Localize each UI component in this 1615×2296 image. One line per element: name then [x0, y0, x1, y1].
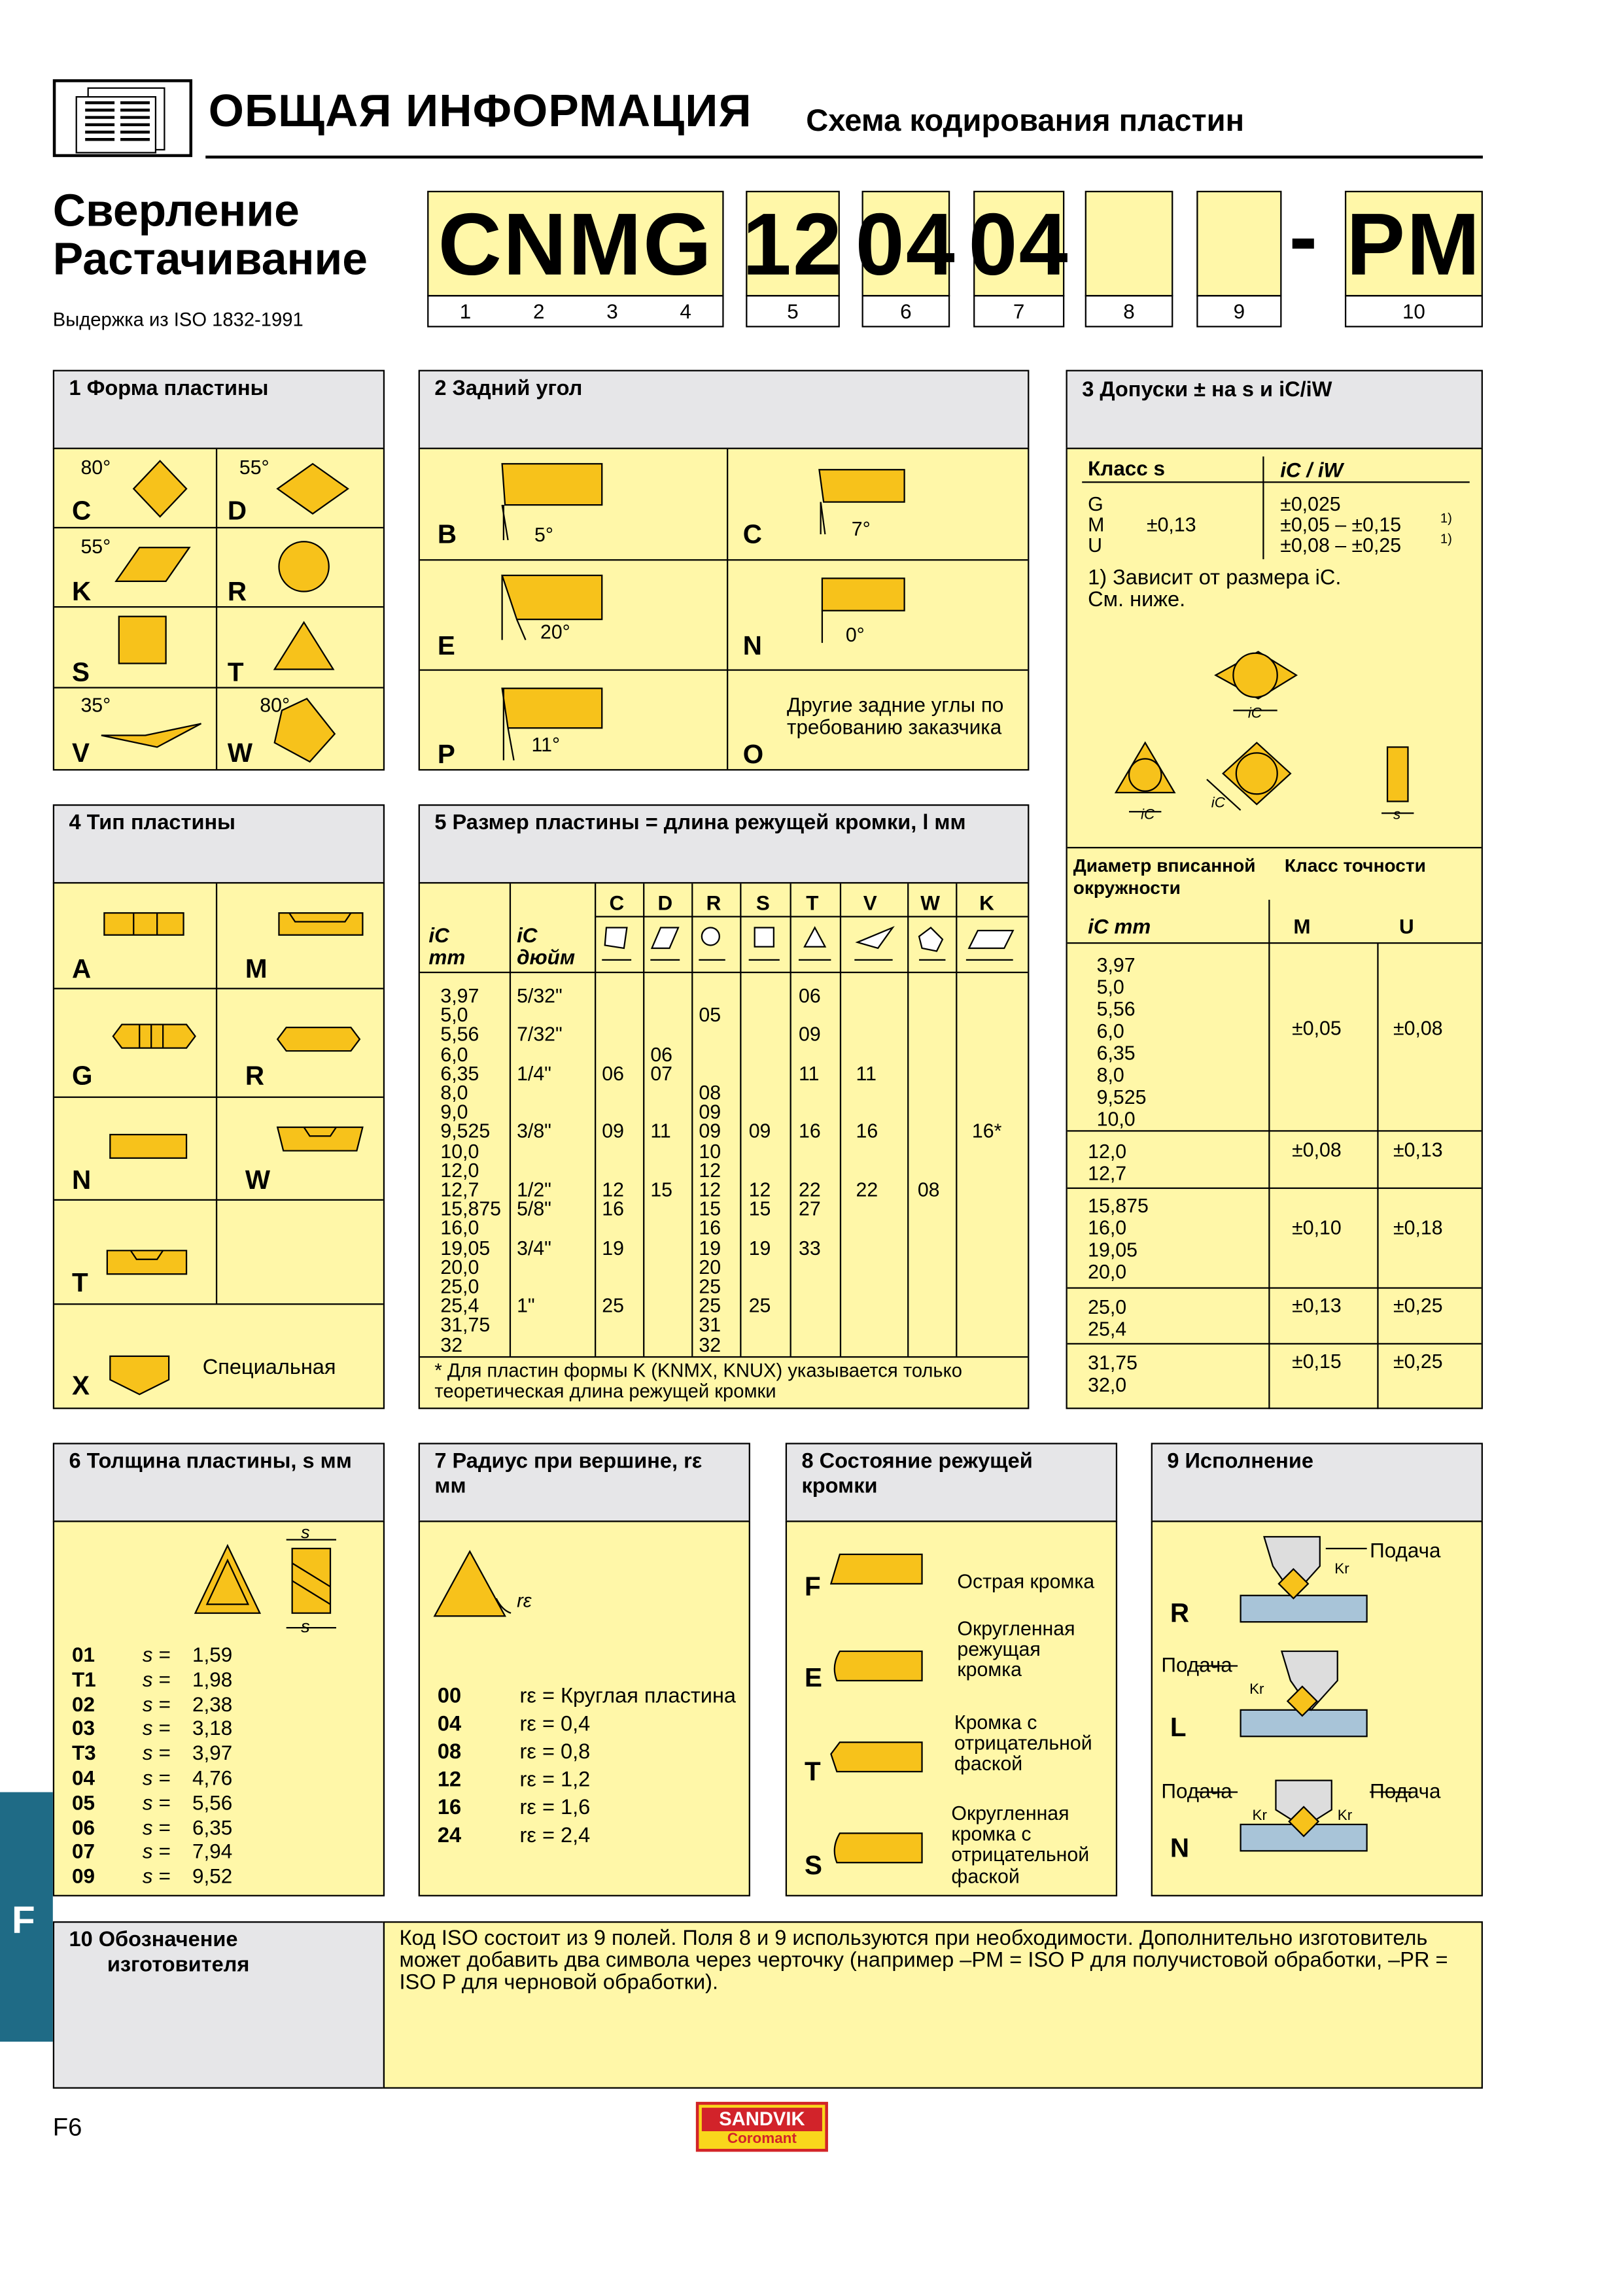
s4-letter: T [71, 1268, 88, 1298]
s3-sup: 1) [1440, 511, 1452, 526]
s8-label: Острая кромка [957, 1570, 1095, 1593]
s4-letter: A [71, 953, 92, 984]
type-t-icon [107, 1250, 186, 1274]
s2-letter: C [742, 519, 762, 549]
s6-vals: 1,59 1,98 2,38 3,18 3,97 4,76 5,56 6,35 7,94 9,52 [192, 1642, 233, 1888]
s8-label: Кромка с отрицательной фаской [954, 1711, 1092, 1775]
s8-label: Округленная режущая кромка [957, 1617, 1075, 1681]
title-line1: Сверление [52, 184, 300, 237]
code-num: 2 [532, 299, 545, 323]
iso-note: Выдержка из ISO 1832-1991 [52, 308, 304, 331]
code-num: 1 [459, 299, 472, 323]
size-d-icon [652, 928, 678, 948]
s2-angle: 7° [851, 518, 871, 540]
clearance-p-icon [502, 689, 602, 728]
s5-body [419, 882, 1030, 1409]
s3-tbl-m: M [1293, 914, 1311, 938]
s2-header: 2 Задний угол [419, 370, 1030, 449]
s9-feed: Подача [1161, 1653, 1232, 1677]
s1-angle: 35° [80, 694, 111, 717]
s9-letter: N [1170, 1833, 1190, 1863]
s1-body [53, 448, 385, 771]
s3-iciw-val: ±0,025 [1280, 493, 1341, 515]
s9-kr: Kr [1337, 1808, 1353, 1825]
s3-row-u: ±0,08 [1393, 1017, 1443, 1040]
size-v-icon [858, 928, 893, 948]
s6-s-label: s [301, 1522, 310, 1543]
clearance-e-icon [502, 575, 602, 619]
s9-body [1151, 1520, 1483, 1896]
s3-row-ic: 12,0 12,7 [1088, 1140, 1127, 1185]
s5-shape-hdr: W [920, 891, 940, 915]
s5-shape-hdr: D [657, 891, 673, 915]
s2-letter: O [742, 740, 764, 770]
s8-letter: F [804, 1571, 821, 1602]
s3-row-m: ±0,13 [1292, 1294, 1342, 1317]
code-num-10 [1345, 295, 1483, 327]
s2-letter: B [437, 519, 457, 549]
s6-eq: s = s = s = s = s = s = s = s = s = s = [142, 1642, 171, 1888]
shape-r-icon [279, 541, 328, 591]
ic-label: iC [1247, 706, 1262, 723]
s4-letter: R [245, 1061, 265, 1091]
s10-header: 10 Обозначение изготовителя [53, 1921, 385, 2089]
s3-class: M [1088, 513, 1105, 536]
type-a-icon [104, 913, 183, 935]
s2-letter: N [742, 631, 762, 661]
s5-col-s: 09 12 15 19 25 [748, 1120, 771, 1317]
s5-shape-hdr: T [806, 891, 819, 915]
s8-letter: E [804, 1663, 822, 1692]
header-rule [205, 156, 1483, 158]
shape-c-icon [133, 461, 186, 517]
s4-header: 4 Тип пластины [53, 804, 385, 883]
size-r-icon [702, 928, 720, 946]
s3-tbl-class: Класс точности [1284, 855, 1426, 876]
code-num-7 [973, 295, 1064, 327]
s3-row-m: ±0,10 [1292, 1216, 1342, 1239]
s3-row-u: ±0,25 [1393, 1350, 1443, 1373]
s1-angle: 80° [80, 456, 111, 479]
shape-k-icon [116, 547, 189, 581]
size-w-icon [919, 928, 943, 951]
s6-s-label: s [301, 1616, 310, 1637]
code-nums-1-4 [427, 295, 723, 327]
s5-ic-mm: iC mm [428, 923, 466, 968]
code-dash: - [1289, 189, 1318, 285]
logo-sub: Coromant [727, 2131, 797, 2148]
s5-shape-hdr: S [755, 891, 770, 915]
s1-shapes [54, 449, 386, 772]
type-g-icon [113, 1025, 196, 1048]
s5-footnote: * Для пластин формы K (KNMX, KNUX) указывается только теоретическая длина режущей кромки [434, 1359, 962, 1401]
s4-shapes [54, 883, 386, 1411]
s5-ic-inch: iC дюйм [517, 923, 576, 968]
page-number: F6 [52, 2114, 82, 2142]
code-num: 4 [680, 299, 691, 323]
s-thickness-icon [1387, 747, 1408, 801]
page-title: ОБЩАЯ ИНФОРМАЦИЯ [208, 85, 752, 137]
s3-body [1066, 448, 1483, 1409]
code-field8 [1085, 191, 1173, 297]
s3-row-ic: 3,97 5,0 5,56 6,0 6,35 8,0 9,525 10,0 [1096, 953, 1147, 1131]
code-num-5 [746, 295, 840, 327]
s7-vals: rε = Круглая пластина rε = 0,4 rε = 0,8 rε = 1,2 rε = 1,6 rε = 2,4 [519, 1685, 737, 1848]
size-c-icon [605, 928, 627, 948]
s3-row-ic: 31,75 32,0 [1088, 1352, 1138, 1396]
s10-body [383, 1921, 1483, 2089]
s2-body [419, 448, 1030, 771]
code-thickness: 04 [862, 191, 950, 297]
title-line2: Растачивание [52, 233, 368, 285]
s7-r-label: rε [517, 1589, 532, 1612]
s7-header: 7 Радиус при вершине, rε мм [419, 1443, 750, 1522]
s2-angle: 5° [534, 524, 554, 546]
s5-shape-hdr: C [609, 891, 625, 915]
s4-letter: G [71, 1061, 93, 1091]
s7-body [419, 1520, 750, 1896]
s5-header: 5 Размер пластины = длина режущей кромки, l мм [419, 804, 1030, 883]
s5-col-mm: 3,97 5,0 5,56 6,0 6,35 8,0 9,0 9,525 10,0 12,0 12,7 15,875 16,0 19,05 20,0 25,0 25,4 31,75 32 [440, 985, 502, 1356]
clearance-n-icon [822, 578, 905, 610]
s7-diagram [420, 1522, 752, 1654]
s1-letter: W [227, 738, 253, 768]
s6-codes: 01 T1 02 03 T3 04 05 06 07 09 [71, 1642, 96, 1888]
s6-header: 6 Толщина пластины, s мм [53, 1443, 385, 1522]
shape-t-icon [275, 623, 334, 670]
s1-angle: 55° [80, 536, 111, 558]
code-size: 12 [746, 191, 840, 297]
s5-col-r: 05 08 09 09 10 12 12 15 16 19 20 25 25 31 32 [699, 1004, 721, 1356]
s4-letter: X [71, 1371, 90, 1401]
shape-v-icon [101, 724, 201, 747]
s1-header: 1 Форма пластины [53, 370, 385, 449]
s3-class: U [1088, 534, 1103, 557]
s5-shape-hdr: R [706, 891, 721, 915]
s3-tbl-diam: Диаметр вписанной окружности [1073, 855, 1256, 899]
size-k-icon [969, 931, 1013, 948]
s6-body [53, 1520, 385, 1896]
s-label: s [1393, 807, 1401, 824]
s7-codes: 00 04 08 12 16 24 [437, 1685, 462, 1848]
page-subtitle: Схема кодирования пластин [806, 104, 1245, 138]
s1-angle: 55° [239, 456, 269, 479]
s3-iciw-val: ±0,08 – ±0,25 [1280, 534, 1402, 557]
s4-x-label: Специальная [202, 1356, 336, 1380]
s5-col-inch: 5/32" 7/32" 1/4" 3/8" 1/2" 5/8" 3/4" 1" [517, 985, 563, 1317]
sandvik-logo [696, 2102, 828, 2151]
s4-letter: M [245, 953, 268, 984]
s6-diagram [54, 1522, 386, 1654]
s9-letter: L [1170, 1713, 1187, 1743]
hand-r-workpiece-icon [1241, 1596, 1367, 1622]
s3-row-ic: 25,0 25,4 [1088, 1295, 1127, 1341]
s2-angle: 20° [540, 621, 570, 643]
s2-angle: 0° [845, 623, 865, 646]
s9-feed: Подача [1370, 1538, 1441, 1562]
code-field9 [1196, 191, 1281, 297]
s8-header: 8 Состояние режущей кромки [786, 1443, 1117, 1522]
s1-letter: R [227, 577, 247, 606]
code-num-8 [1085, 295, 1173, 327]
ic-label: iC [1140, 807, 1155, 824]
s5-col-k: 16* [971, 1120, 1002, 1143]
s8-body [786, 1520, 1117, 1896]
size-s-icon [755, 928, 774, 947]
side-tab-letter: F [11, 1898, 35, 1942]
s5-col-w: 08 [917, 1178, 940, 1201]
s8-letter: T [804, 1756, 821, 1787]
s3-header: 3 Допуски ± на s и iC/iW [1066, 370, 1483, 449]
type-x-icon [110, 1356, 169, 1394]
code-num: 9 [1233, 299, 1245, 323]
shape-s-icon [119, 617, 166, 664]
s8-letter: S [804, 1851, 822, 1881]
s9-header: 9 Исполнение [1151, 1443, 1483, 1522]
s2-letter: P [437, 740, 455, 770]
s1-letter: C [71, 496, 92, 526]
code-num-9 [1196, 295, 1281, 327]
s9-feed: Подача [1161, 1779, 1232, 1803]
type-n-icon [110, 1135, 186, 1158]
thickness-triangle-icon [196, 1545, 260, 1613]
edge-e-icon [835, 1651, 922, 1681]
s9-feed: Подача [1370, 1779, 1441, 1803]
type-w-icon [277, 1127, 362, 1151]
s1-letter: D [227, 496, 247, 526]
code-num: 5 [787, 299, 799, 323]
s8-label: Округленная кромка с отрицательной фаской [951, 1802, 1090, 1887]
s3-row-m: ±0,05 [1292, 1017, 1342, 1040]
s9-letter: R [1170, 1598, 1190, 1628]
type-r-icon [277, 1027, 360, 1051]
s9-kr: Kr [1249, 1682, 1264, 1698]
logo-brand: SANDVIK [702, 2108, 822, 2131]
book-icon [53, 79, 192, 157]
ic-label: iC [1211, 795, 1225, 812]
code-num: 10 [1402, 299, 1425, 323]
s1-letter: T [227, 657, 244, 687]
code-maker: PM [1345, 191, 1483, 297]
s2-other-note: Другие задние углы по требованию заказчика [787, 693, 1004, 738]
s4-body [53, 882, 385, 1409]
corner-radius-icon [434, 1551, 505, 1616]
s3-class-hdr: Класс s [1088, 456, 1165, 480]
s5-col-v: 11 16 22 [856, 1062, 878, 1201]
s3-tbl-u: U [1399, 914, 1414, 938]
s3-row-ic: 15,875 16,0 19,05 20,0 [1088, 1195, 1149, 1283]
s3-row-m: ±0,15 [1292, 1350, 1342, 1373]
edge-f-icon [831, 1554, 922, 1584]
s4-letter: N [71, 1165, 92, 1195]
s5-col-t: 06 09 11 16 22 27 33 [799, 985, 821, 1259]
s1-letter: K [71, 577, 92, 606]
s3-row-m: ±0,08 [1292, 1139, 1342, 1161]
s5-col-c: 06 09 12 16 19 25 [602, 1062, 624, 1317]
s2-letter: E [437, 631, 455, 661]
s3-row-u: ±0,18 [1393, 1216, 1443, 1239]
s1-letter: V [71, 738, 90, 768]
shape-d-icon [277, 464, 348, 513]
s3-diagrams [1068, 449, 1484, 860]
clearance-c-icon [819, 470, 904, 502]
code-num-6 [862, 295, 950, 327]
code-main: CNMG [427, 191, 723, 297]
thickness-section-icon [292, 1549, 330, 1613]
s3-tbl-ic: iC mm [1088, 914, 1151, 938]
s3-s-val: ±0,13 [1146, 513, 1196, 536]
s3-class: G [1088, 493, 1103, 515]
edge-s-icon [835, 1833, 922, 1862]
s9-diagrams [1153, 1522, 1484, 1898]
code-num: 6 [900, 299, 912, 323]
s9-kr: Kr [1334, 1562, 1349, 1578]
code-num: 3 [606, 299, 618, 323]
s3-row-u: ±0,13 [1393, 1139, 1443, 1161]
edge-t-icon [831, 1742, 922, 1772]
s1-letter: S [71, 657, 90, 687]
s2-angle: 11° [531, 734, 561, 756]
s5-shape-hdr: V [863, 891, 877, 915]
s4-letter: W [245, 1165, 270, 1195]
s3-footnote: 1) Зависит от размера iC. См. ниже. [1088, 566, 1342, 613]
code-num: 8 [1123, 299, 1135, 323]
s1-angle: 80° [260, 694, 290, 717]
s3-iciw-val: ±0,05 – ±0,15 [1280, 513, 1402, 536]
side-tab [0, 1792, 53, 2042]
s5-col-d: 06 07 11 15 [650, 1042, 673, 1201]
s3-sup: 1) [1440, 531, 1452, 546]
size-t-icon [805, 928, 825, 947]
code-num: 7 [1013, 299, 1025, 323]
s5-shape-hdr: K [979, 891, 994, 915]
clearance-b-icon [502, 464, 602, 505]
code-radius: 04 [973, 191, 1064, 297]
s5-shape-icons [420, 883, 1031, 972]
s3-row-u: ±0,25 [1393, 1294, 1443, 1317]
s9-kr: Kr [1252, 1808, 1268, 1825]
s10-text: Код ISO состоит из 9 полей. Поля 8 и 9 используются при необходимости. Дополнительно изготовитель может добавить два символа через черточку (например –PM = ISO P для получистовой обработки, –PR = ISO P для черновой обработки). [399, 1927, 1448, 1996]
s3-iciw-hdr: iC / iW [1280, 458, 1344, 482]
